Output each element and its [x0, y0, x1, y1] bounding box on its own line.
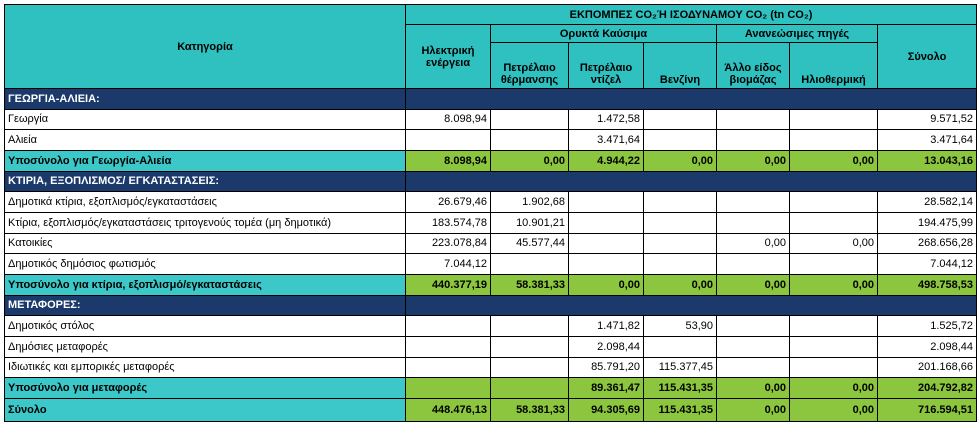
- row-value: 45.577,44: [491, 233, 569, 254]
- subtotal-value: 8.098,94: [406, 150, 491, 171]
- row-value: 2.098,44: [878, 336, 977, 357]
- section-header-row: [5, 295, 977, 316]
- row-value: [790, 254, 878, 275]
- row-label: Ιδιωτικές και εμπορικές μεταφορές: [5, 357, 406, 378]
- electricity-header: Ηλεκτρική ενέργεια: [406, 25, 491, 89]
- subtotal-value: [406, 378, 491, 399]
- section-header-row: [5, 171, 977, 192]
- row-label: Δημοτικός δημόσιος φωτισμός: [5, 254, 406, 275]
- other-biomass-header: Άλλο είδος βιομάζας: [717, 43, 790, 89]
- row-value: [644, 212, 717, 233]
- subtotal-value: 0,00: [790, 378, 878, 399]
- total-header: Σύνολο: [878, 25, 977, 89]
- row-value: [644, 192, 717, 213]
- row-value: [644, 130, 717, 151]
- row-value: [717, 130, 790, 151]
- row-label: Δημόσιες μεταφορές: [5, 336, 406, 357]
- total-row: [5, 398, 977, 421]
- subtotal-value: 0,00: [717, 150, 790, 171]
- subtotal-value: 58.381,33: [491, 274, 569, 295]
- section-fill: [406, 295, 977, 316]
- row-value: 10.901,21: [491, 212, 569, 233]
- row-value: [406, 336, 491, 357]
- table-row: [5, 254, 977, 275]
- gasoline-header: Βενζίνη: [644, 43, 717, 89]
- row-value: [790, 130, 878, 151]
- row-value: [644, 336, 717, 357]
- row-value: [406, 316, 491, 337]
- row-value: [717, 336, 790, 357]
- row-value: [717, 357, 790, 378]
- row-value: 194.475,99: [878, 212, 977, 233]
- row-value: [790, 212, 878, 233]
- table-row: [5, 192, 977, 213]
- total-value: 58.381,33: [491, 398, 569, 421]
- renewables-header: Ανανεώσιμες πηγές: [717, 25, 878, 43]
- total-label: Σύνολο: [5, 398, 406, 421]
- row-value: [491, 109, 569, 130]
- category-header: Κατηγορία: [5, 5, 406, 89]
- subtotal-value: 0,00: [569, 274, 644, 295]
- row-value: [491, 254, 569, 275]
- subtotal-value: 13.043,16: [878, 150, 977, 171]
- row-label: Κατοικίες: [5, 233, 406, 254]
- row-value: 1.902,68: [491, 192, 569, 213]
- row-value: [790, 109, 878, 130]
- row-value: [569, 233, 644, 254]
- row-value: [717, 212, 790, 233]
- subtotal-value: 89.361,47: [569, 378, 644, 399]
- total-value: 94.305,69: [569, 398, 644, 421]
- row-value: 115.377,45: [644, 357, 717, 378]
- emissions-table: [4, 4, 977, 422]
- row-value: 183.574,78: [406, 212, 491, 233]
- subtotal-value: 0,00: [790, 274, 878, 295]
- section-title: ΚΤΙΡΙΑ, ΕΞΟΠΛΙΣΜΟΣ/ ΕΓΚΑΤΑΣΤΑΣΕΙΣ:: [5, 171, 406, 192]
- subtotal-value: 115.431,35: [644, 378, 717, 399]
- row-label: Δημοτικά κτίρια, εξοπλισμός/εγκαταστάσεις: [5, 192, 406, 213]
- row-value: [406, 130, 491, 151]
- row-label: Κτίρια, εξοπλισμός/εγκαταστάσεις τριτογενούς τομέα (μη δημοτικά): [5, 212, 406, 233]
- row-value: [491, 357, 569, 378]
- subtotal-value: 204.792,82: [878, 378, 977, 399]
- diesel-header: Πετρέλαιο ντίζελ: [569, 43, 644, 89]
- row-value: [790, 192, 878, 213]
- row-value: 7.044,12: [406, 254, 491, 275]
- row-label: Γεωργία: [5, 109, 406, 130]
- row-value: [644, 109, 717, 130]
- table-row: [5, 130, 977, 151]
- row-value: [406, 357, 491, 378]
- row-value: [569, 192, 644, 213]
- row-value: 3.471,64: [569, 130, 644, 151]
- row-value: 8.098,94: [406, 109, 491, 130]
- total-value: 0,00: [717, 398, 790, 421]
- table-row: [5, 357, 977, 378]
- row-value: 2.098,44: [569, 336, 644, 357]
- subtotal-value: 0,00: [644, 150, 717, 171]
- section-header-row: [5, 89, 977, 110]
- row-value: [491, 316, 569, 337]
- row-value: [717, 316, 790, 337]
- subtotal-value: 0,00: [790, 150, 878, 171]
- section-title: ΓΕΩΡΓΙΑ-ΑΛΙΕΙΑ:: [5, 89, 406, 110]
- row-value: [717, 192, 790, 213]
- row-value: 1.471,82: [569, 316, 644, 337]
- row-label: Αλιεία: [5, 130, 406, 151]
- row-value: 1.525,72: [878, 316, 977, 337]
- row-value: 26.679,46: [406, 192, 491, 213]
- table-row: [5, 109, 977, 130]
- subtotal-value: [491, 378, 569, 399]
- row-value: 53,90: [644, 316, 717, 337]
- total-value: 448.476,13: [406, 398, 491, 421]
- row-value: [569, 212, 644, 233]
- subtotal-value: 498.758,53: [878, 274, 977, 295]
- row-value: 1.472,58: [569, 109, 644, 130]
- row-value: 9.571,52: [878, 109, 977, 130]
- subtotal-row: [5, 378, 977, 399]
- total-value: 0,00: [790, 398, 878, 421]
- subtotal-label: Υποσύνολο για Γεωργία-Αλιεία: [5, 150, 406, 171]
- row-value: 0,00: [790, 233, 878, 254]
- row-value: [491, 130, 569, 151]
- row-value: 0,00: [717, 233, 790, 254]
- heating-oil-header: Πετρέλαιο θέρμανσης: [491, 43, 569, 89]
- subtotal-value: 4.944,22: [569, 150, 644, 171]
- subtotal-label: Υποσύνολο για μεταφορές: [5, 378, 406, 399]
- subtotal-label: Υποσύνολο για κτίρια, εξοπλισμό/εγκαταστάσεις: [5, 274, 406, 295]
- row-value: [644, 254, 717, 275]
- row-value: 28.582,14: [878, 192, 977, 213]
- row-value: 3.471,64: [878, 130, 977, 151]
- row-value: [644, 233, 717, 254]
- row-value: 268.656,28: [878, 233, 977, 254]
- row-value: [790, 316, 878, 337]
- row-value: [491, 336, 569, 357]
- section-title: ΜΕΤΑΦΟΡΕΣ:: [5, 295, 406, 316]
- row-value: 85.791,20: [569, 357, 644, 378]
- row-value: 7.044,12: [878, 254, 977, 275]
- row-value: [790, 336, 878, 357]
- row-value: [717, 254, 790, 275]
- subtotal-value: 0,00: [717, 274, 790, 295]
- subtotal-row: [5, 274, 977, 295]
- table-row: [5, 212, 977, 233]
- section-fill: [406, 89, 977, 110]
- subtotal-value: 0,00: [717, 378, 790, 399]
- section-fill: [406, 171, 977, 192]
- fossil-fuels-header: Ορυκτά Καύσιμα: [491, 25, 717, 43]
- row-label: Δημοτικός στόλος: [5, 316, 406, 337]
- total-value: 716.594,51: [878, 398, 977, 421]
- table-row: [5, 336, 977, 357]
- table-row: [5, 233, 977, 254]
- emissions-title: ΕΚΠΟΜΠΕΣ CO₂Ή ΙΣΟΔΥΝΑΜΟΥ CO₂ (tn CO₂): [406, 5, 977, 25]
- subtotal-row: [5, 150, 977, 171]
- subtotal-value: 0,00: [491, 150, 569, 171]
- subtotal-value: 440.377,19: [406, 274, 491, 295]
- row-value: [717, 109, 790, 130]
- row-value: 201.168,66: [878, 357, 977, 378]
- row-value: [790, 357, 878, 378]
- row-value: 223.078,84: [406, 233, 491, 254]
- row-value: [569, 254, 644, 275]
- table-row: [5, 316, 977, 337]
- total-value: 115.431,35: [644, 398, 717, 421]
- subtotal-value: 0,00: [644, 274, 717, 295]
- solar-thermal-header: Ηλιοθερμική: [790, 43, 878, 89]
